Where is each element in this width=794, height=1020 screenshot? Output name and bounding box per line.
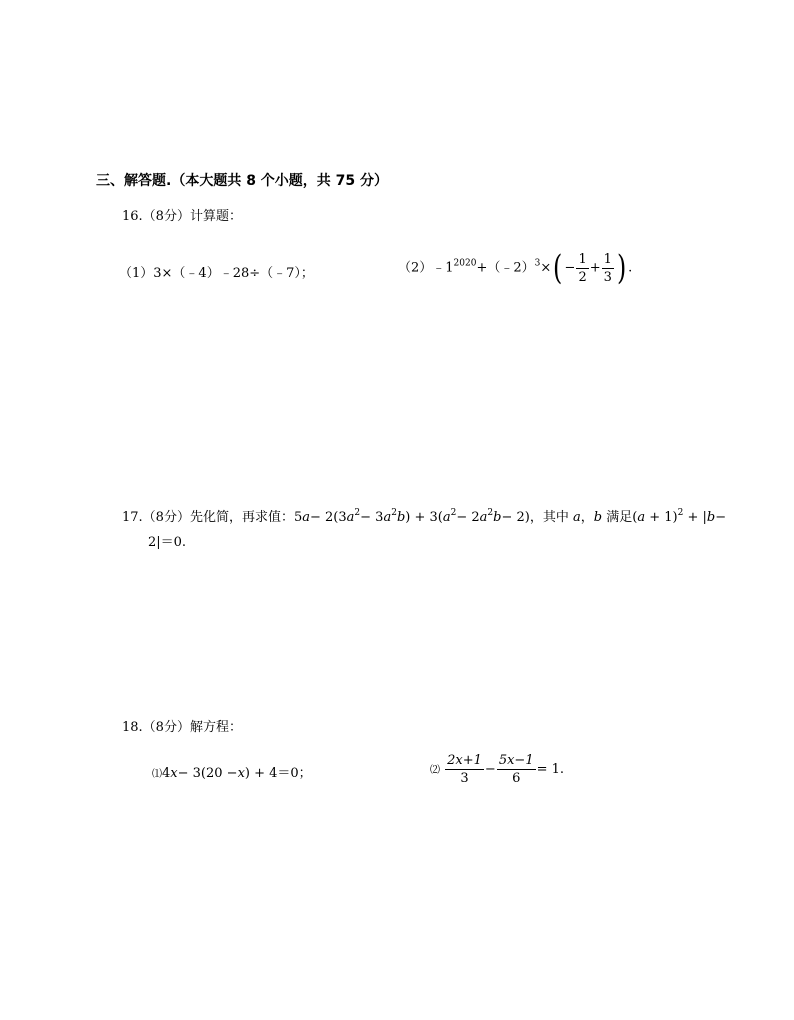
q18-term: − 3(20 − xyxy=(177,766,238,781)
var-x: x xyxy=(170,766,178,781)
left-paren: ( xyxy=(553,248,563,288)
fraction-numerator: 5x−1 xyxy=(498,753,534,768)
var-b: b xyxy=(493,510,502,525)
var-a: a xyxy=(479,510,488,525)
section-title: 三、解答题.（本大题共 8 个小题，共 75 分） xyxy=(96,173,389,189)
question-16-part-2 xyxy=(398,248,632,288)
q16-p2-minus: − xyxy=(564,260,576,276)
question-18-part-2 xyxy=(430,750,564,790)
exponent: 2 xyxy=(391,508,397,518)
q17-term: − 2)，其中 xyxy=(501,510,573,525)
fraction-one-third xyxy=(602,251,614,286)
q17-term: − 2 xyxy=(456,510,480,525)
q16-p2-mid: +（﹣2） xyxy=(476,260,535,276)
q17-term: − 3 xyxy=(360,510,384,525)
q18-rhs: = 1. xyxy=(536,762,565,777)
q16-p2-times: × xyxy=(540,260,552,276)
q17-header: 17.（8分）先化简，再求值： xyxy=(122,510,294,525)
q17-term: − xyxy=(715,510,727,525)
q17-comma: ， xyxy=(580,510,594,525)
fraction-numerator: 1 xyxy=(603,251,612,267)
var-a: a xyxy=(302,510,310,525)
q17-term: 5 xyxy=(293,510,303,525)
q17-term: + 1) xyxy=(645,510,678,525)
q17-term: 满足( xyxy=(602,510,638,525)
var-b: b xyxy=(396,510,406,525)
exponent: 2 xyxy=(450,508,457,518)
var-x: x xyxy=(237,766,245,781)
fraction-2x-plus-1-over-3 xyxy=(445,752,484,787)
question-16-header: 16.（8分）计算题： xyxy=(122,209,242,224)
q16-p2-end: . xyxy=(628,260,633,276)
question-17-line-1 xyxy=(122,506,726,525)
fraction-one-half xyxy=(576,251,588,286)
var-a: a xyxy=(572,510,581,525)
q16-p2-exponent-2020: 2020 xyxy=(453,258,477,269)
exponent: 2 xyxy=(487,508,494,518)
q17-term: − 2(3 xyxy=(310,510,347,525)
question-18-part-1 xyxy=(152,762,312,781)
fraction-numerator: 1 xyxy=(578,251,587,267)
q18-term: 4 xyxy=(162,766,171,781)
q17-term: + | xyxy=(683,510,707,525)
q16-p2-lead: （2）﹣1 xyxy=(398,260,454,276)
fraction-5x-minus-1-over-6 xyxy=(497,752,536,787)
part-label: ⑴ xyxy=(152,769,162,780)
var-b: b xyxy=(706,510,716,525)
fraction-denominator: 3 xyxy=(603,269,612,285)
q16-p2-exponent-3: 3 xyxy=(534,258,541,269)
exponent: 2 xyxy=(677,508,684,518)
var-b: b xyxy=(593,510,603,525)
question-18-header: 18.（8分）解方程： xyxy=(122,720,242,735)
var-a: a xyxy=(442,510,451,525)
fraction-denominator: 6 xyxy=(512,771,521,786)
question-17-line-2: 2|＝0. xyxy=(148,535,187,550)
question-16-part-1: （1）3×（﹣4）﹣28÷（﹣7）； xyxy=(119,266,314,281)
q18-minus: − xyxy=(484,762,496,777)
q17-term: ) + 3( xyxy=(405,510,443,525)
var-a: a xyxy=(383,510,392,525)
q18-term: ) + 4＝0； xyxy=(244,766,312,781)
right-paren: ) xyxy=(616,248,627,288)
exponent: 2 xyxy=(354,508,361,518)
fraction-numerator: 2x+1 xyxy=(447,753,482,768)
var-a: a xyxy=(637,510,646,525)
part-label: ⑵ xyxy=(430,765,440,776)
fraction-denominator: 3 xyxy=(460,771,469,786)
q16-p2-plus: + xyxy=(589,260,601,276)
fraction-denominator: 2 xyxy=(578,269,587,285)
var-a: a xyxy=(346,510,355,525)
